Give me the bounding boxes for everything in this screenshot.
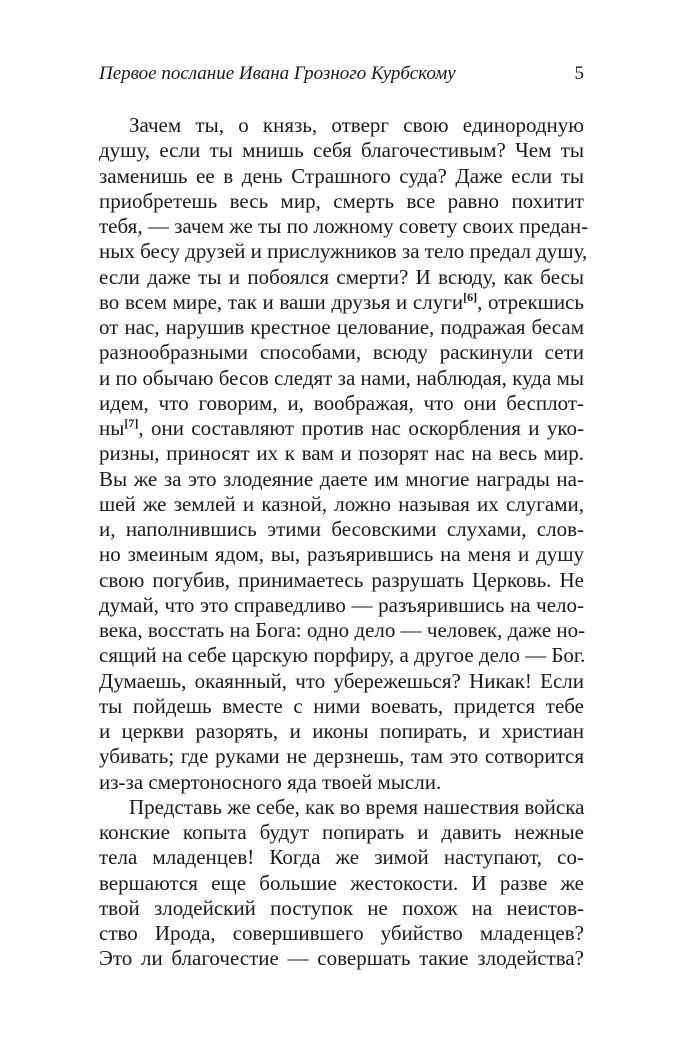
text-line: Вы же за это злодеяние даете им многие награды на-: [99, 466, 584, 491]
running-header: [99, 60, 584, 88]
text-line: из-за смертоносного яда твоей мысли.: [99, 769, 442, 794]
text-line: и по обычаю бесов следят за нами, наблюдая, куда мы: [99, 365, 584, 390]
text-line: [99, 416, 584, 441]
text-line: заменишь ее в день Страшного суда? Даже если ты: [99, 163, 584, 188]
text-line: вершаются еще большие жестокости. И разве же: [99, 870, 584, 895]
text-line: Это ли благочестие — совершать такие злодейства?: [99, 946, 584, 971]
text-line: ство Ирода, совершившего убийство младенцев?: [99, 921, 584, 945]
text-line: приобретешь весь мир, смерть все равно похитит: [99, 188, 584, 213]
text-fragment: , отрекшись: [477, 289, 584, 314]
running-title: Первое послание Ивана Грозного Курбскому: [99, 63, 456, 84]
text-line: ризны, приносят их к вам и позорят нас на весь мир.: [99, 441, 584, 466]
text-line: сящий на себе царскую порфиру, а другое дело — Бог.: [99, 643, 586, 668]
text-line: разнообразными способами, всюду раскинули сети: [99, 340, 584, 365]
text-line: Думаешь, окаянный, что убережешься? Никак! Если: [99, 668, 584, 693]
text-line: века, восстать на Бога: одно дело — человек, даже но-: [99, 618, 586, 642]
text-line: Представь же себе, как во время нашествия войска: [129, 794, 585, 819]
text-line: тела младенцев! Когда же зимой наступают, со-: [99, 845, 584, 870]
text-fragment: ны: [99, 416, 125, 440]
text-line: [99, 290, 584, 315]
text-line: идем, что говорим, и, воображая, что они бесплот-: [99, 390, 584, 415]
text-fragment: во всем мире, так и ваши друзья и слуги: [99, 289, 464, 314]
text-line: свою погубив, принимаетесь разрушать Церковь. Не: [99, 567, 584, 592]
text-line: твой злодейский поступок не похож на неистов-: [99, 895, 584, 920]
text-line: и церкви разорять, и иконы попирать, и христиан: [99, 719, 584, 743]
footnote-ref[interactable]: [7]: [124, 416, 139, 430]
text-line: Зачем ты, о князь, отверг свою единородную: [129, 113, 584, 137]
footnote-ref[interactable]: [6]: [463, 289, 478, 304]
text-line: ты пойдешь вместе с ними воевать, придется тебе: [99, 693, 584, 718]
text-line: но змеиным ядом, вы, разъярившись на меня и душу: [99, 542, 584, 567]
text-line: душу, если ты мнишь себя благочестивым? Чем ты: [99, 138, 584, 163]
text-line: конские копыта будут попирать и давить нежные: [99, 820, 584, 844]
text-line: от нас, нарушив крестное целование, подражая бесам: [99, 315, 584, 339]
text-line: если даже ты и побоялся смерти? И всюду, как бесы: [99, 264, 584, 289]
text-line: и, наполнившись этими бесовскими слухами, слов-: [99, 517, 584, 541]
text-line: ных бесу друзей и прислужников за тело предал душу,: [99, 239, 588, 264]
body-text: [99, 113, 589, 972]
text-line: тебя, — зачем же ты по ложному совету своих предан-: [99, 214, 589, 238]
text-fragment: , они составляют против нас оскорбления и уко-: [138, 416, 584, 440]
text-line: думай, что это справедливо — разъярившись на чело-: [99, 592, 584, 617]
text-line: шей же землей и казной, ложно называя их слугами,: [99, 491, 584, 516]
text-line: убивать; где руками не дерзнешь, там это сотворится: [99, 744, 584, 769]
page-number: 5: [574, 63, 584, 84]
